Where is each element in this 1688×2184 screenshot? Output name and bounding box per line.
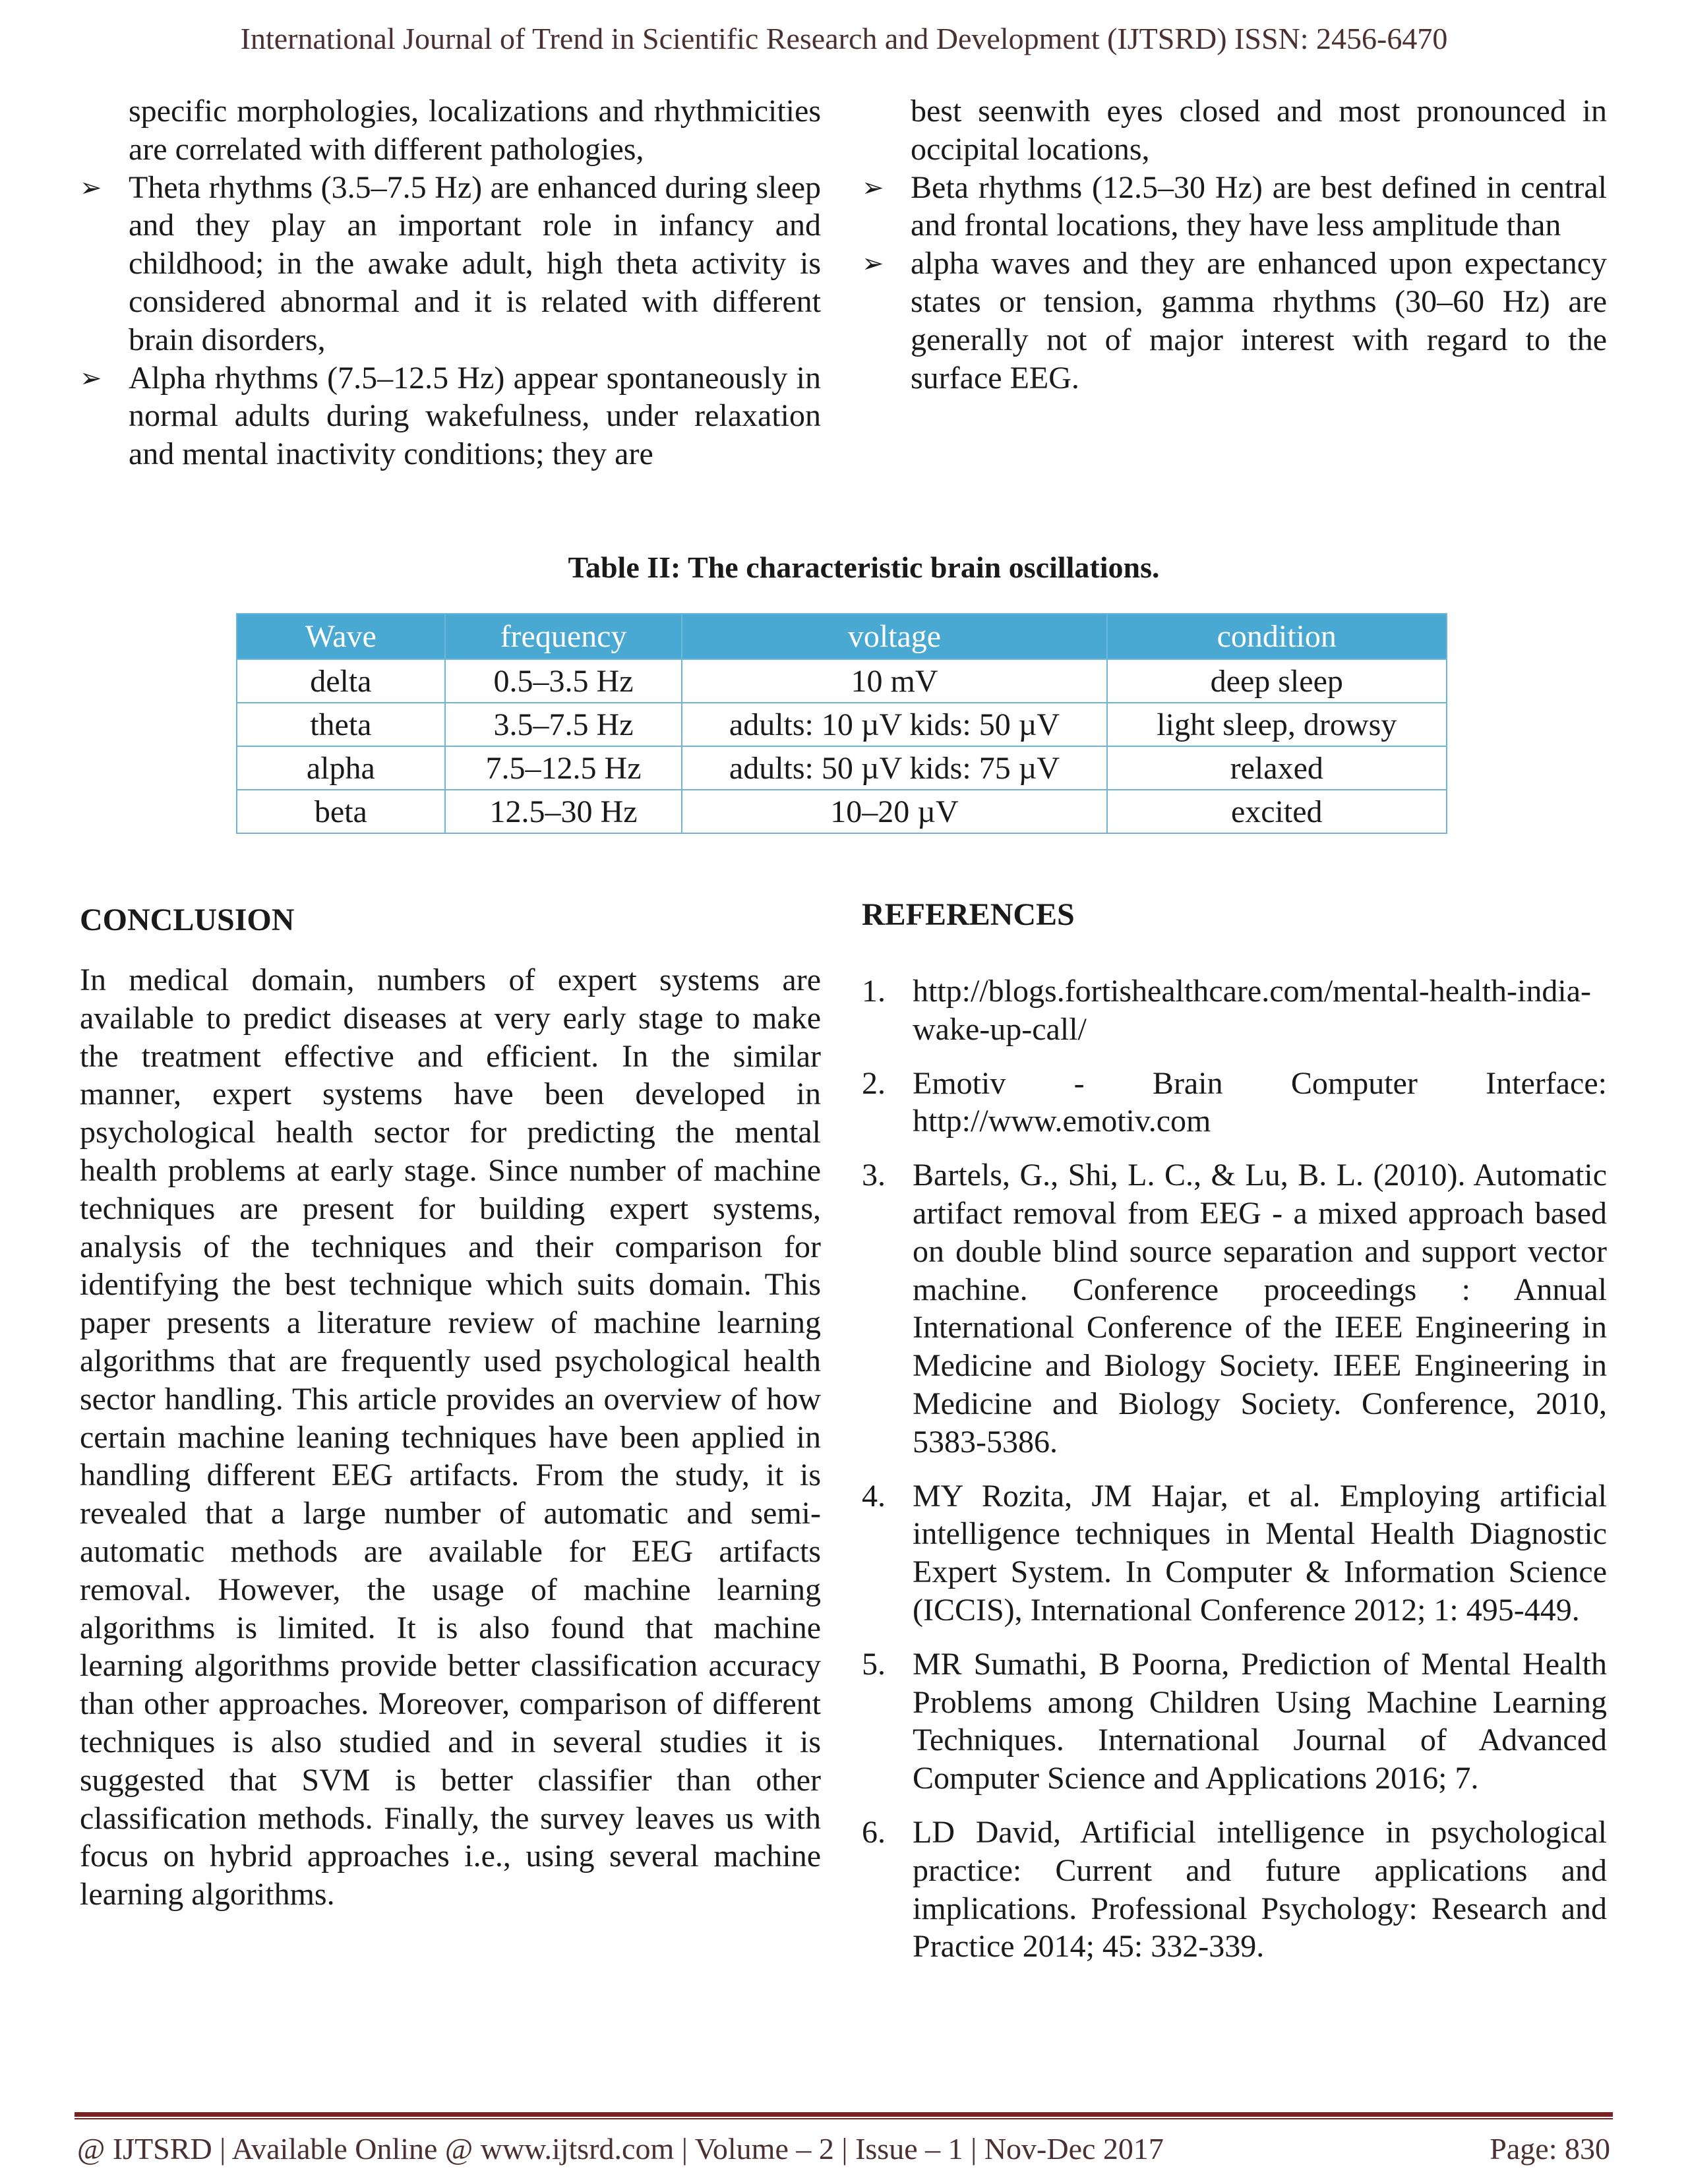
table-cell: 7.5–12.5 Hz (445, 746, 682, 790)
reference-number: 4. (862, 1478, 886, 1514)
reference-text: http://blogs.fortishealthcare.com/mental-health-india-wake-up-call/ (913, 974, 1591, 1047)
table-cell: relaxed (1107, 746, 1447, 790)
list-item (80, 169, 821, 359)
conclusion-paragraph: In medical domain, numbers of expert systems are available to predict diseases at very early stage to make the treatment effective and efficient. In the similar manner, expert systems have been developed in psychological health sector for predicting the mental health problems at early stage. Since number of machine techniques are present for building expert systems, analysis of the techniques and their comparison for identifying the best technique which suits domain. This paper presents a literature review of machine learning algorithms that are frequently used psychological health sector handling. This article provides an overview of how certain machine leaning techniques have been applied in handling different EEG artifacts. From the study, it is revealed that a large number of automatic and semi-automatic methods are available for EEG artifacts removal. However, the usage of machine learning algorithms is limited. It is also found that machine learning algorithms provide better classification accuracy than other approaches. Moreover, comparison of different techniques is also studied and in several studies it is suggested that SVM is better classifier than other classification methods. Finally, the survey leaves us with focus on hybrid approaches i.e., using several machine learning algorithms. (80, 962, 821, 1912)
reference-number: 2. (862, 1065, 886, 1101)
arrow-bullet-icon: ➢ (862, 172, 884, 202)
reference-item (862, 972, 1607, 1049)
right-column-top (862, 92, 1607, 397)
table-row (237, 746, 1447, 790)
journal-header: International Journal of Trend in Scientific Research and Development (IJTSRD) ISSN: 2456-6470 (240, 22, 1448, 55)
page-footer (77, 2131, 1610, 2166)
table-cell: 12.5–30 Hz (445, 790, 682, 833)
table-row (237, 659, 1447, 703)
table-cell: beta (237, 790, 445, 833)
footer-divider (75, 2112, 1613, 2117)
table-cell: alpha (237, 746, 445, 790)
table-cell: theta (237, 703, 445, 746)
reference-text: LD David, Artificial intelligence in psychological practice: Current and future applications and implications. Professional Psychology: Research and Practice 2014; 45: 332-339. (913, 1814, 1607, 1964)
reference-number: 1. (862, 974, 886, 1009)
brain-oscillations-table (236, 613, 1447, 834)
table-header-row (237, 614, 1447, 659)
table-cell: 0.5–3.5 Hz (445, 659, 682, 703)
table-cell: 10 mV (682, 659, 1106, 703)
table-cell: excited (1107, 790, 1447, 833)
list-item (80, 359, 821, 473)
references-heading: REFERENCES (862, 897, 1075, 932)
reference-item (862, 1477, 1607, 1630)
bullet-text-beta: Beta rhythms (12.5–30 Hz) are best defined in central and frontal locations, they have less amplitude than (911, 169, 1607, 243)
table-row (237, 703, 1447, 746)
footer-divider-thin (75, 2118, 1613, 2119)
footer-info: @ IJTSRD | Available Online @ www.ijtsrd.com | Volume – 2 | Issue – 1 | Nov-Dec 2017 (77, 2132, 1164, 2166)
table-cell: 10–20 µV (682, 790, 1106, 833)
table-row (237, 790, 1447, 833)
reference-number: 6. (862, 1814, 886, 1850)
arrow-bullet-icon: ➢ (80, 172, 102, 202)
bullet-text-gamma: alpha waves and they are enhanced upon expectancy states or tension, gamma rhythms (30–60 Hz) are generally not of major interest with regard to the surface EEG. (911, 246, 1607, 396)
reference-number: 5. (862, 1646, 886, 1682)
list-item (862, 245, 1607, 397)
table-cell: adults: 50 µV kids: 75 µV (682, 746, 1106, 790)
table-caption: Table II: The characteristic brain oscillations. (568, 550, 1160, 584)
page-number: Page: 830 (1490, 2132, 1610, 2166)
reference-text: Emotiv - Brain Computer Interface: http://www.emotiv.com (913, 1065, 1607, 1139)
reference-number: 3. (862, 1158, 886, 1193)
table-cell: 3.5–7.5 Hz (445, 703, 682, 746)
reference-item (862, 1156, 1607, 1461)
conclusion-body (80, 961, 821, 1914)
table-cell: deep sleep (1107, 659, 1447, 703)
column-header: Wave (237, 614, 445, 659)
conclusion-heading: CONCLUSION (80, 902, 295, 937)
bullet-text-alpha: Alpha rhythms (7.5–12.5 Hz) appear spontaneously in normal adults during wakefulness, under relaxation and mental inactivity conditions; they are (129, 360, 821, 472)
continued-text: best seenwith eyes closed and most pronounced in occipital locations, (911, 94, 1607, 167)
column-header: frequency (445, 614, 682, 659)
reference-item (862, 1645, 1607, 1798)
table-cell: adults: 10 µV kids: 50 µV (682, 703, 1106, 746)
continued-text: specific morphologies, localizations and rhythmicities are correlated with different pathologies, (129, 94, 821, 167)
table-cell: light sleep, drowsy (1107, 703, 1447, 746)
column-header: condition (1107, 614, 1447, 659)
references-list (862, 972, 1607, 1982)
table-cell: delta (237, 659, 445, 703)
reference-text: Bartels, G., Shi, L. C., & Lu, B. L. (2010). Automatic artifact removal from EEG - a mixed approach based on double blind source separation and support vector machine. Conference proceedings : Annual International Conference of the IEEE Engineering in Medicine and Biology Society. IEEE Engineering in Medicine and Biology Society. Conference, 2010, 5383-5386. (913, 1158, 1607, 1460)
arrow-bullet-icon: ➢ (862, 249, 884, 279)
left-column-top (80, 92, 821, 473)
bullet-text-theta: Theta rhythms (3.5–7.5 Hz) are enhanced during sleep and they play an important role in infancy and childhood; in the awake adult, high theta activity is considered abnormal and it is related with different brain disorders, (129, 169, 821, 357)
reference-text: MR Sumathi, B Poorna, Prediction of Mental Health Problems among Children Using Machine Learning Techniques. International Journal of Advanced Computer Science and Applications 2016; 7. (913, 1646, 1607, 1796)
reference-item (862, 1814, 1607, 1966)
column-header: voltage (682, 614, 1106, 659)
arrow-bullet-icon: ➢ (80, 363, 102, 393)
reference-text: MY Rozita, JM Hajar, et al. Employing artificial intelligence techniques in Mental Health Diagnostic Expert System. In Computer & Information Science (ICCIS), International Conference 2012; 1: 495-449. (913, 1478, 1607, 1628)
reference-item (862, 1065, 1607, 1141)
list-item (862, 169, 1607, 245)
